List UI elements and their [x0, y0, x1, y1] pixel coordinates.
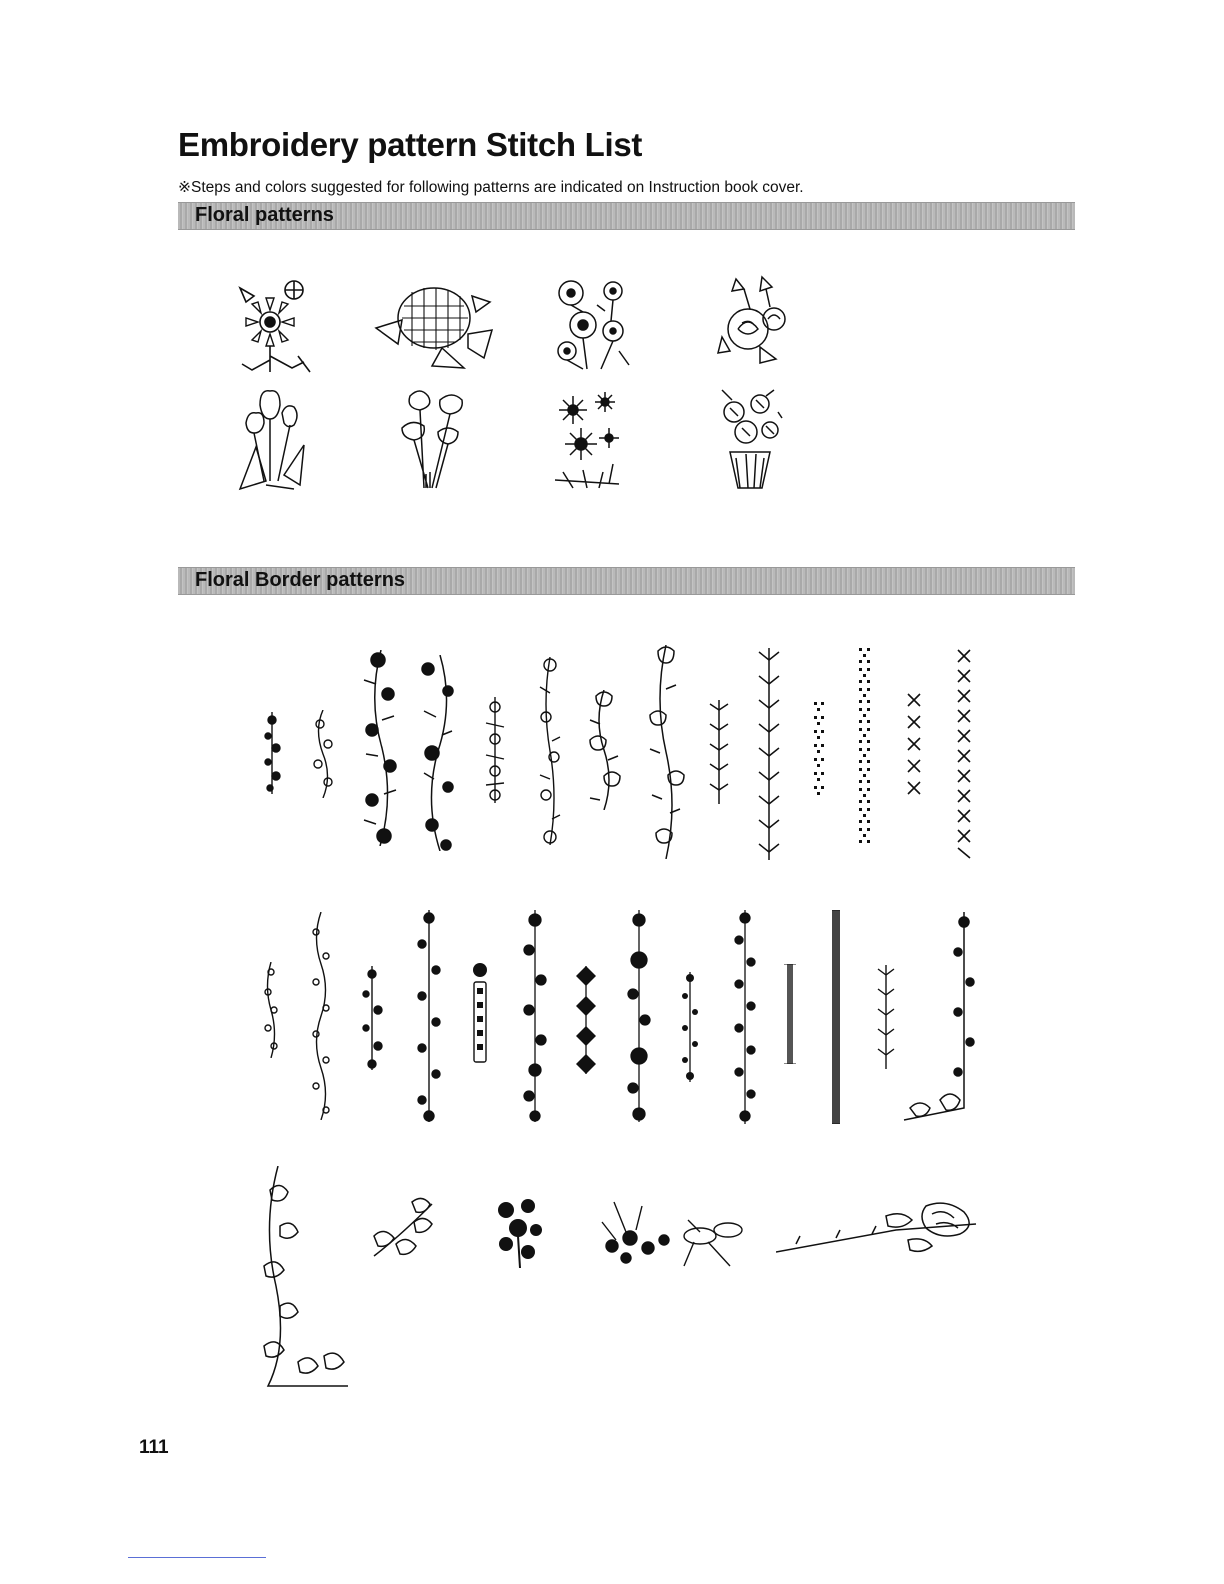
corner-floral-border [900, 912, 978, 1132]
corner-floral-border [258, 1166, 354, 1390]
horizontal-floral-spray [370, 1196, 436, 1266]
hydrangea-motif [372, 278, 494, 370]
vertical-floral-border [906, 692, 922, 800]
vertical-floral-border [732, 910, 758, 1124]
vertical-floral-border [262, 712, 282, 794]
vertical-floral-border [680, 972, 700, 1082]
vertical-floral-border [360, 650, 402, 846]
sunflower-motif [236, 272, 312, 376]
vertical-floral-border [572, 966, 600, 1074]
tulip-motif [238, 385, 310, 493]
horizontal-floral-spray [492, 1196, 548, 1270]
vertical-floral-border [828, 910, 844, 1124]
vertical-floral-border [784, 964, 796, 1064]
footer-divider [128, 1557, 266, 1558]
vertical-floral-border [876, 965, 896, 1069]
vertical-floral-border [310, 912, 332, 1120]
vertical-floral-border [484, 697, 506, 803]
vertical-floral-border [414, 910, 444, 1122]
vertical-floral-border [626, 910, 652, 1122]
vertical-floral-border [756, 648, 782, 860]
cosmos-motif [553, 388, 623, 490]
page-title: Embroidery pattern Stitch List [178, 126, 643, 163]
section-heading-floral-border: Floral Border patterns [195, 569, 406, 591]
vertical-floral-border [538, 657, 562, 845]
vertical-floral-border [310, 710, 336, 798]
page-number: 111 [139, 1437, 169, 1458]
vertical-floral-border [956, 648, 972, 860]
vertical-floral-border [584, 690, 624, 810]
vertical-floral-border [646, 645, 686, 859]
daisy-cluster-motif [553, 275, 631, 371]
instruction-note: ※Steps and colors suggested for following patterns are indicated on Instruction book cover. [178, 179, 804, 196]
section-bar-floral-border [178, 567, 1075, 595]
horizontal-floral-spray [596, 1198, 744, 1270]
vertical-floral-border [418, 655, 460, 851]
bouquet-motif [716, 388, 784, 492]
vertical-floral-border [262, 962, 280, 1058]
horizontal-floral-spray [776, 1200, 988, 1262]
vertical-floral-border [812, 700, 826, 800]
section-heading-floral: Floral patterns [195, 204, 334, 226]
vertical-floral-border [857, 648, 873, 844]
vertical-floral-border [522, 910, 548, 1122]
section-bar-floral [178, 202, 1075, 230]
rose-motif [716, 275, 788, 367]
poppy-motif [398, 386, 468, 490]
vertical-floral-border [360, 966, 384, 1070]
vertical-floral-border [470, 962, 490, 1070]
vertical-floral-border [708, 700, 730, 804]
